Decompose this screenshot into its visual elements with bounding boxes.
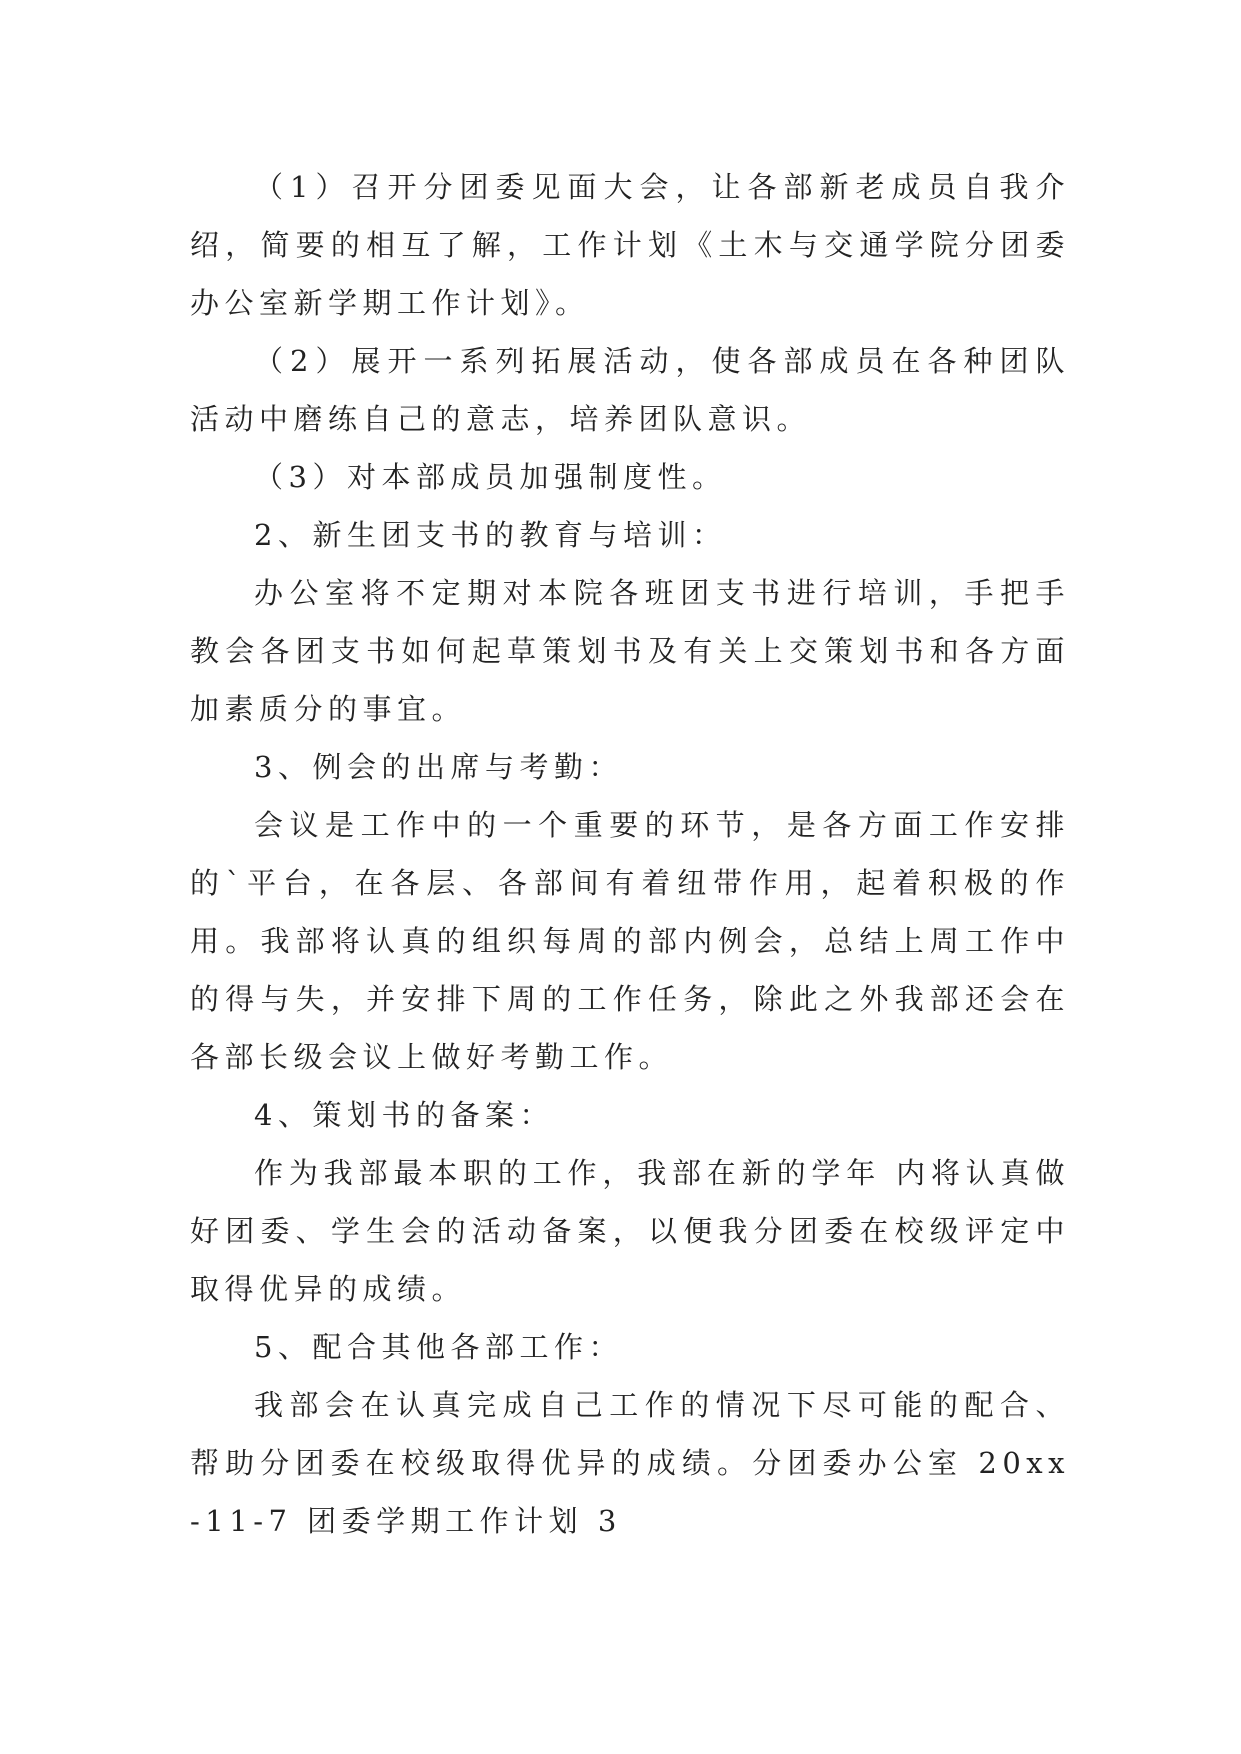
section-heading-2: 2、新生团支书的教育与培训： (254, 518, 727, 552)
document-body (190, 158, 1070, 1550)
paragraph-9: 作为我部最本职的工作，我部在新的学年 内将认真做好团委、学生会的活动备案，以便我分团委在校级评定中取得优异的成绩。 (190, 1156, 1070, 1306)
section-heading-4: 4、策划书的备案： (254, 1098, 554, 1132)
paragraph-5: 办公室将不定期对本院各班团支书进行培训，手把手教会各团支书如何起草策划书及有关上交策划书和各方面加素质分的事宜。 (190, 576, 1070, 726)
paragraph-11: 我部会在认真完成自己工作的情况下尽可能的配合、帮助分团委在校级取得优异的成绩。分团委办公室 20xx-11-7 团委学期工作计划 3 (190, 1388, 1070, 1538)
paragraph-3: （3）对本部成员加强制度性。 (254, 460, 727, 494)
section-heading-3: 3、例会的出席与考勤： (254, 750, 623, 784)
paragraph-1: （1）召开分团委见面大会，让各部新老成员自我介绍，简要的相互了解，工作计划《土木与交通学院分团委办公室新学期工作计划》。 (190, 170, 1070, 320)
paragraph-7: 会议是工作中的一个重要的环节，是各方面工作安排的`平台，在各层、各部间有着纽带作用，起着积极的作用。我部将认真的组织每周的部内例会，总结上周工作中的得与失，并安排下周的工作任务，除此之外我部还会在各部长级会议上做好考勤工作。 (190, 808, 1070, 1074)
section-heading-5: 5、配合其他各部工作： (254, 1330, 623, 1364)
paragraph-2: （2）展开一系列拓展活动，使各部成员在各种团队活动中磨练自己的意志，培养团队意识。 (190, 344, 1070, 436)
